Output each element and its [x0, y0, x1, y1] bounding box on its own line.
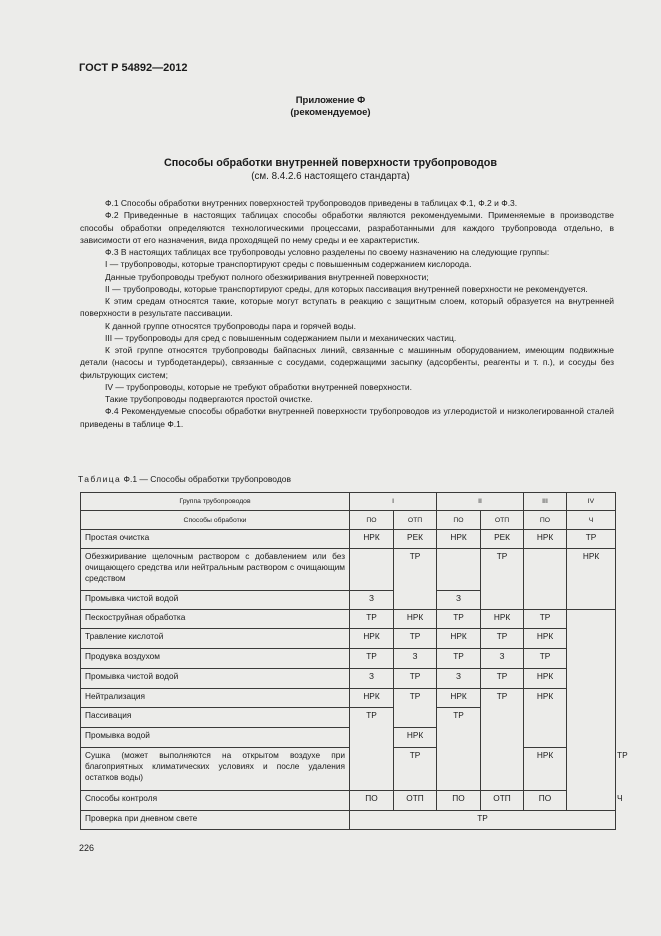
table-header-groups: [81, 493, 616, 511]
table-row: [81, 649, 616, 669]
table-cell: ТР: [394, 669, 437, 689]
table-cell: НРК: [524, 669, 567, 689]
table-cell: НРК: [437, 530, 481, 549]
table-cell: [567, 610, 616, 811]
table-cell: ТР: [481, 689, 524, 791]
row-label: Травление кислотой: [81, 629, 350, 649]
table-cell: [437, 549, 481, 591]
row-label: Обезжиривание щелочным раствором с добавлением или без очищающего средства или нейтральным раствором с очищающим средством: [81, 549, 350, 591]
table-cell: НРК: [524, 748, 567, 791]
paragraph: Ф.2 Приведенные в настоящих таблицах способы обработки являются рекомендуемыми. Применяемые в производстве способы обработки определяются технологическими процессами, разработанными для каждого трубопровода отдельно, в зависимости от его назначения, вида проходящей по нему среды и ее характеристик.: [80, 210, 614, 245]
table-row: [81, 610, 616, 629]
row-label: Промывка чистой водой: [81, 669, 350, 689]
header-group-i: I: [350, 493, 437, 511]
header-code: ПО: [524, 511, 567, 530]
header-code: ПО: [437, 511, 481, 530]
paragraph: I — трубопроводы, которые транспортируют среды с повышенным содержанием кислорода.: [105, 259, 472, 270]
paragraph: К этим средам относятся такие, которые могут вступать в реакцию с защитным слоем, который образуется на внутренней поверхности в результате пассивации.: [80, 296, 614, 319]
header-group-iv: IV: [567, 493, 616, 511]
table-cell: НРК: [350, 629, 394, 649]
row-label: Пескоструйная обработка: [81, 610, 350, 629]
table-cell: ОТП: [481, 791, 524, 811]
row-label: Промывка водой: [81, 728, 350, 748]
table-cell: ТР: [437, 649, 481, 669]
standard-header: ГОСТ Р 54892—2012: [79, 62, 188, 74]
header-code: ПО: [350, 511, 394, 530]
table-cell: ТР: [437, 708, 481, 791]
table-cell: НРК: [481, 610, 524, 629]
table-cell: НРК: [350, 689, 394, 708]
table-cell: З: [437, 591, 481, 610]
table-cell: ТР: [394, 629, 437, 649]
header-method-label: Способы обработки: [81, 511, 350, 530]
row-label: Способы контроля: [81, 791, 350, 811]
table-cell: ПО: [350, 791, 394, 811]
table-cell: ТР: [481, 669, 524, 689]
header-code: Ч: [567, 511, 616, 530]
row-label: Пассивация: [81, 708, 350, 728]
header-group-iii: III: [524, 493, 567, 511]
table-cell: ТР: [437, 610, 481, 629]
table-cell: НРК: [524, 530, 567, 549]
table-cell: ТР: [567, 530, 616, 549]
appendix-title: Приложение Ф: [295, 95, 366, 106]
row-label: Нейтрализация: [81, 689, 350, 708]
table-cell: ТР: [350, 649, 394, 669]
paragraph: III — трубопроводы для сред с повышенным содержанием пыли и механических частиц.: [105, 332, 457, 343]
table-cell: З: [437, 669, 481, 689]
appendix-status: (рекомендуемое): [290, 107, 371, 118]
table-row: [81, 669, 616, 689]
table-cell: НРК: [437, 629, 481, 649]
table-row: Сушка (может выполняются на открытом воздухе при благоприятных климатических условиях и после удаления остатков воды) ТР НРК ТР: [81, 748, 616, 791]
paragraph: II — трубопроводы, которые транспортируют среды, для которых пассивация внутренней поверхности не рекомендуется.: [105, 283, 588, 294]
paragraph: IV — трубопроводы, которые не требуют обработки внутренней поверхности.: [105, 381, 412, 392]
table-cell: НРК: [394, 610, 437, 629]
paragraph: Данные трубопроводы требуют полного обезжиривания внутренней поверхности;: [105, 271, 429, 282]
table-cell: НРК: [567, 549, 616, 610]
section-title: Способы обработки внутренней поверхности трубопроводов: [163, 157, 498, 169]
row-label: Продувка воздухом: [81, 649, 350, 669]
treatment-table: [80, 492, 628, 830]
table-cell: РЕК: [481, 530, 524, 549]
header-code: ОТП: [481, 511, 524, 530]
table-cell: РЕК: [394, 530, 437, 549]
table-row: [81, 811, 616, 830]
table-cell: З: [394, 649, 437, 669]
header-code: ОТП: [394, 511, 437, 530]
table-cell: ПО: [524, 791, 567, 811]
table-cell: НРК: [350, 530, 394, 549]
table-cell: НРК: [524, 629, 567, 649]
table-cell: З: [350, 669, 394, 689]
table-cell: ТР: [481, 629, 524, 649]
table-row: [81, 629, 616, 649]
row-label: Простая очистка: [81, 530, 350, 549]
table-caption: [78, 474, 291, 484]
table-cell: НРК: [437, 689, 481, 708]
header-group-label: Группа трубопроводов: [81, 493, 350, 511]
paragraph: К этой группе относятся трубопроводы байпасных линий, связанные с машинным оборудованием, имеющим подвижные детали (насосы и турбодетандеры), связанные с сосудами, содержащими засыпку (адсорбенты, реагенты и т. п.), и сосуды без фильтрующих систем;: [80, 345, 614, 380]
table-cell: ТР: [394, 549, 437, 610]
page-number: 226: [79, 843, 95, 853]
table-cell: НРК: [524, 689, 567, 748]
table-cell: НРК: [394, 728, 437, 748]
table-cell: ТР: [350, 708, 394, 791]
table-cell: ТР: [524, 649, 567, 669]
table-row: Способы контроля ПО ОТП ПО ОТП ПО Ч: [81, 791, 616, 811]
table-cell: ОТП: [394, 791, 437, 811]
table-cell: ТР: [350, 610, 394, 629]
table-cell: З: [481, 649, 524, 669]
paragraph: Ф.1 Способы обработки внутренних поверхностей трубопроводов приведены в таблицах Ф.1, Ф.2 и Ф.3.: [105, 198, 518, 208]
paragraph: Ф.3 В настоящих таблицах все трубопроводы условно разделены по своему назначению на следующие группы:: [105, 247, 550, 257]
row-label: Сушка (может выполняются на открытом воздухе при благоприятных климатических условиях и после удаления остатков воды): [81, 748, 350, 791]
table-cell: ПО: [437, 791, 481, 811]
table-row: [81, 689, 616, 708]
row-label: Промывка чистой водой: [81, 591, 350, 610]
table-cell: [350, 549, 394, 591]
section-subtitle: (см. 8.4.2.6 настоящего стандарта): [251, 171, 410, 182]
table-caption-prefix: Таблица: [78, 474, 122, 484]
table-cell: ТР: [394, 748, 437, 791]
table-cell: З: [350, 591, 394, 610]
table-row: [81, 549, 616, 591]
table-cell: ТР: [350, 811, 616, 830]
table-caption-text: Ф.1 — Способы обработки трубопроводов: [121, 474, 292, 484]
table-cell: ТР: [394, 689, 437, 728]
table-cell: [524, 549, 567, 610]
table-header-codes: [81, 511, 616, 530]
table-cell: ТР: [524, 610, 567, 629]
header-group-ii: II: [437, 493, 524, 511]
row-label: Проверка при дневном свете: [81, 811, 350, 830]
table-cell: ТР: [481, 549, 524, 610]
paragraph: Такие трубопроводы подвергаются простой очистке.: [105, 394, 313, 404]
paragraph: К данной группе относятся трубопроводы пара и горячей воды.: [105, 320, 356, 331]
paragraph: Ф.4 Рекомендуемые способы обработки внутренней поверхности трубопроводов из углеродистой и низколегированной сталей приведены в таблице Ф.1.: [80, 406, 614, 429]
table-row: [81, 530, 616, 549]
body-text: [80, 197, 614, 430]
